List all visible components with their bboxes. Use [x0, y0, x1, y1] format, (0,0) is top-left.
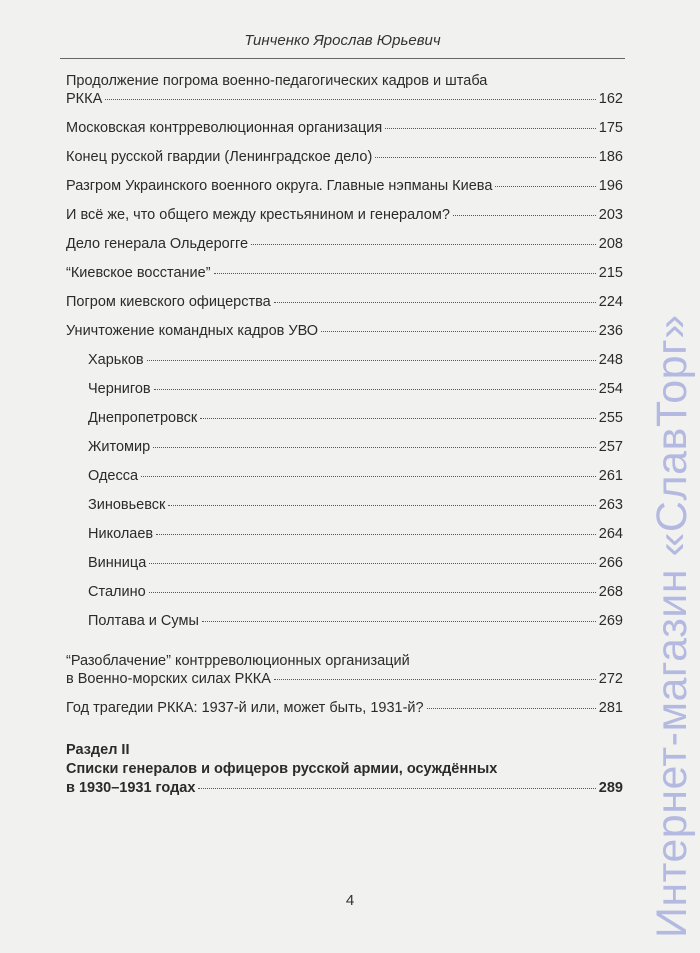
header-rule	[60, 58, 625, 59]
leader-dots	[200, 418, 596, 419]
toc-page-number: 272	[598, 671, 623, 687]
toc-page-number: 254	[598, 381, 623, 397]
toc-entry[interactable]	[66, 72, 623, 108]
leader-dots	[105, 99, 596, 100]
toc-entry[interactable]	[66, 652, 623, 688]
toc-page-number: 224	[598, 294, 623, 310]
toc-page-number: 268	[598, 584, 623, 600]
leader-dots	[156, 534, 596, 535]
toc-page-number: 208	[598, 236, 623, 252]
toc-page-number: 215	[598, 265, 623, 281]
table-of-contents	[66, 72, 623, 798]
running-header: Тинченко Ярослав Юрьевич	[244, 32, 441, 49]
toc-subentry[interactable]	[66, 351, 623, 369]
toc-subentry-title: Чернигов	[88, 381, 151, 397]
toc-page-number: 248	[598, 352, 623, 368]
toc-subentry-title: Зиновьевск	[88, 497, 166, 513]
toc-subentry-title: Днепропетровск	[88, 410, 198, 426]
toc-entry[interactable]	[66, 148, 623, 166]
toc-page-number: 162	[598, 91, 623, 107]
leader-dots	[453, 215, 596, 216]
toc-subentry[interactable]	[66, 467, 623, 485]
toc-subentry[interactable]	[66, 554, 623, 572]
toc-entry-title: Год трагедии РККА: 1937-й или, может быть, 1931-й?	[66, 700, 424, 716]
toc-page-number: 186	[598, 149, 623, 165]
toc-subentry-title: Сталино	[88, 584, 146, 600]
leader-dots	[198, 788, 595, 789]
toc-section[interactable]	[66, 741, 623, 798]
toc-subentry-title: Николаев	[88, 526, 154, 542]
toc-page-number: 289	[598, 780, 623, 796]
leader-dots	[147, 360, 596, 361]
toc-subentry[interactable]	[66, 380, 623, 398]
toc-page-number: 175	[598, 120, 623, 136]
toc-subentry[interactable]	[66, 583, 623, 601]
toc-subentry-title: Одесса	[88, 468, 139, 484]
toc-page-number: 261	[598, 468, 623, 484]
toc-entry-title: Конец русской гвардии (Ленинградское дело)	[66, 149, 373, 165]
leader-dots	[427, 708, 596, 709]
watermark: Интернет-магазин «СлавТорг»	[648, 314, 696, 938]
toc-entry[interactable]	[66, 206, 623, 224]
leader-dots	[274, 302, 596, 303]
toc-entry[interactable]	[66, 177, 623, 195]
toc-entry-title: И всё же, что общего между крестьянином и генералом?	[66, 207, 450, 223]
toc-entry-title: Уничтожение командных кадров УВО	[66, 323, 319, 339]
section-title-last: в 1930–1931 годах	[66, 780, 196, 796]
toc-page-number: 196	[598, 178, 623, 194]
toc-subentry[interactable]	[66, 409, 623, 427]
toc-page-number: 257	[598, 439, 623, 455]
toc-page-number: 264	[598, 526, 623, 542]
toc-page-number: 255	[598, 410, 623, 426]
toc-page-number: 236	[598, 323, 623, 339]
leader-dots	[385, 128, 596, 129]
toc-page-number: 269	[598, 613, 623, 629]
toc-entry[interactable]	[66, 119, 623, 137]
toc-subentry-title: Винница	[88, 555, 147, 571]
toc-entry[interactable]	[66, 699, 623, 717]
leader-dots	[251, 244, 596, 245]
leader-dots	[495, 186, 595, 187]
toc-entry[interactable]	[66, 235, 623, 253]
leader-dots	[375, 157, 596, 158]
leader-dots	[168, 505, 595, 506]
toc-subentry-title: Житомир	[88, 439, 151, 455]
toc-subentry[interactable]	[66, 525, 623, 543]
leader-dots	[153, 447, 596, 448]
toc-entry[interactable]	[66, 264, 623, 282]
toc-subentry[interactable]	[66, 612, 623, 630]
leader-dots	[214, 273, 596, 274]
toc-entry[interactable]	[66, 322, 623, 340]
toc-entry-title: Погром киевского офицерства	[66, 294, 271, 310]
toc-page-number: 266	[598, 555, 623, 571]
toc-subentry-title: Харьков	[88, 352, 144, 368]
toc-entry-title: Московская контрреволюционная организация	[66, 120, 383, 136]
toc-entry[interactable]	[66, 293, 623, 311]
toc-subentry-title: Полтава и Сумы	[88, 613, 199, 629]
leader-dots	[274, 679, 596, 680]
leader-dots	[149, 563, 596, 564]
leader-dots	[321, 331, 596, 332]
leader-dots	[141, 476, 596, 477]
toc-page-number: 203	[598, 207, 623, 223]
section-label: Раздел II	[66, 742, 130, 758]
toc-page-number: 281	[598, 700, 623, 716]
toc-entry-title: РККА	[66, 91, 103, 107]
toc-entry-line: “Разоблачение” контрреволюционных организаций	[66, 653, 410, 669]
toc-entry-title: Разгром Украинского военного округа. Главные нэпманы Киева	[66, 178, 493, 194]
toc-entry-title: “Киевское восстание”	[66, 265, 211, 281]
section-title-line: Списки генералов и офицеров русской армии, осуждённых	[66, 761, 498, 777]
toc-entry-title: в Военно-морских силах РККА	[66, 671, 271, 687]
toc-page-number: 263	[598, 497, 623, 513]
toc-entry-title: Дело генерала Ольдерогге	[66, 236, 249, 252]
toc-entry-line: Продолжение погрома военно-педагогических кадров и штаба	[66, 73, 488, 89]
toc-subentry[interactable]	[66, 496, 623, 514]
toc-subentry[interactable]	[66, 438, 623, 456]
leader-dots	[154, 389, 596, 390]
leader-dots	[149, 592, 596, 593]
page-number: 4	[345, 892, 355, 909]
leader-dots	[202, 621, 596, 622]
